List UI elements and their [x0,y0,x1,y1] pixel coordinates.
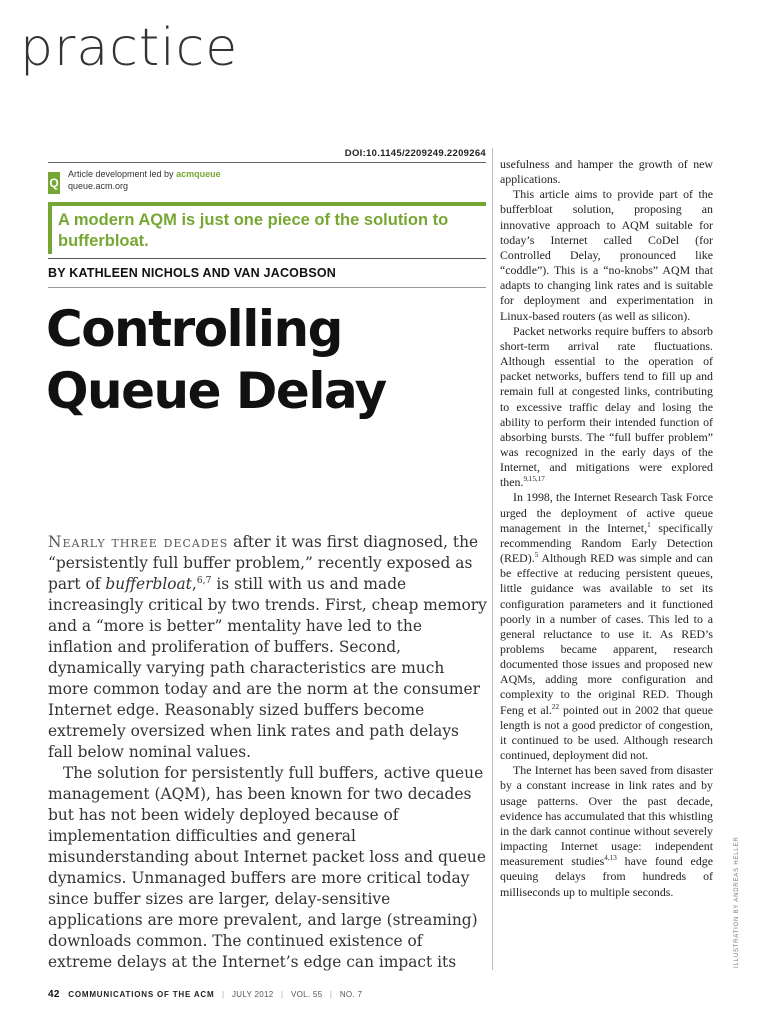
citation[interactable]: 6,7 [196,574,212,586]
queue-logo-icon: Q [48,172,60,194]
body-text: In 1998, the Internet Research Task Force urged the deployment of active queue management in the Internet, [500,490,713,535]
acmqueue-logo: acmqueue [176,169,221,179]
issue-number: NO. 7 [339,990,363,999]
body-paragraph [500,490,713,763]
footer-separator: | [329,990,333,999]
title-line-2: Queue Delay [46,362,386,420]
queue-url-link[interactable]: queue.acm.org [68,181,129,191]
footer-separator: | [281,990,284,999]
lead-paragraph-1: Nearly three decades after it was first diagnosed, the “persistently full buffer problem,” recently exposed as part of bufferbloat,$^{6,7}$ is still with us and made increasingly critical by two trends. First, cheap memory and a “more is better” mentality have led to the inflation and proliferation of buffers. Second, dynamically varying path characteristics are much more common today and are the norm at the consumer Internet edge. Reasonably sized buffers become extremely oversized when link rates and path delays fall below nominal values. [48,533,487,761]
magazine-name: COMMUNICATIONS OF THE ACM [68,990,215,999]
deck-accent-bar [48,206,52,254]
article-byline: BY KATHLEEN NICHOLS AND VAN JACOBSON [48,266,337,280]
issue-volume: VOL. 55 [290,990,323,999]
citation[interactable]: 5 [534,551,539,560]
citation[interactable]: 9,15,17 [523,475,545,484]
title-rule [48,287,486,288]
lead-text [48,532,488,973]
body-text: pointed out in 2002 that queue length is not a good predictor of congestion, it continued to be used. Although research continued, deployment did not. [500,702,713,763]
citation[interactable]: 1 [647,520,651,529]
lead-paragraph-2: The solution for persistently full buffers, active queue management (AQM), has been known for two decades but has not been widely deployed because of implementation difficulties and general misunderstanding about Internet packet loss and queue dynamics. Unmanaged buffers are more critical today since buffer sizes are larger, delay-sensitive applications are more prevalent, and large (streaming) downloads common. The continued existence of extreme delays at the Internet’s edge can impact its [48,764,486,971]
issue-date: JULY 2012 [231,990,274,999]
lead-text-b: is still with us and made increasingly critical by two trends. First, cheap memory and a “more is better” mentality have led to the inflation and proliferation of buffers. Second, dynamically varying path characteristics are much more common today and are the norm at the consumer Internet edge. Reasonably sized buffers become extremely oversized when link rates and path delays fall below nominal values. [48,575,487,761]
article-deck: A modern AQM is just one piece of the solution to bufferbloat. [58,211,449,250]
body-paragraph: This article aims to provide part of the bufferbloat solution, proposing an innovative approach to AQM suitable for today’s Internet called CoDel (for Controlled Delay, pronounced like “coddle”). This is a “no-knobs” AQM that adapts to changing link rates and is suitable for deployment and experimentation in Linux-based routers (as well as silicon). [500,187,713,323]
citation[interactable]: 22 [551,702,559,711]
body-text: Although RED was simple and can be effective at reducing persistent queues, little guidance was available to set its configuration parameters and it functioned poorly in a number of cases. This led to a general reluctance to use it. As RED’s problems became apparent, research documented those issues and proposed new AQMs, adding more configuration and complexity to the original RED. Though Feng et al. [500,551,713,717]
doi-link[interactable]: DOI:10.1145/2209249.2209264 [344,148,486,159]
development-prefix: Article development led by [68,169,174,179]
title-line-1: Controlling [46,300,342,358]
body-text: Packet networks require buffers to absorb short-term arrival rate fluctuations. Although essential to the operation of packet networks, buffers tend to fill up and remain full at congested links, contributing to excessive traffic delay and losing the ability to perform their intended function of absorbing bursts. The “full buffer problem” was recognized in the early days of the Internet, and mitigations were explored then. [500,323,713,490]
column-divider [492,148,493,970]
top-rule [48,162,486,163]
article-title [46,298,486,422]
illustration-credit: ILLUSTRATION BY ANDREAS HELLER [734,836,740,968]
body-text: specifically recommending Random Early Detection (RED). [500,520,713,566]
lead-text-a: after it was first diagnosed, the “persistently full buffer problem,” recently exposed as part of [48,533,479,593]
body-paragraph [500,763,713,899]
bufferbloat-term: bufferbloat [105,575,192,593]
body-text: The Internet has been saved from disaster by a constant increase in link rates and by usage patterns. Over the past decade, evidence has accumulated that this whistling in the dark cannot continue without severely impacting Internet usage: independent measurement studies [500,763,713,869]
page-footer [48,989,362,1000]
page-number: 42 [48,989,60,1000]
development-credit [68,168,221,192]
footer-separator: | [222,990,225,999]
lead-smallcaps: Nearly three decades [48,533,229,551]
body-paragraph: usefulness and hamper the growth of new applications. [500,157,713,187]
deck-rule [48,202,486,206]
body-paragraph [500,324,713,491]
right-column-body [500,157,713,900]
byline-rule [48,258,486,259]
body-text: have found edge queuing delays from hundreds of milliseconds up to multiple seconds. [500,854,713,899]
citation[interactable]: 4,13 [604,854,617,863]
section-heading: practice [20,18,239,78]
